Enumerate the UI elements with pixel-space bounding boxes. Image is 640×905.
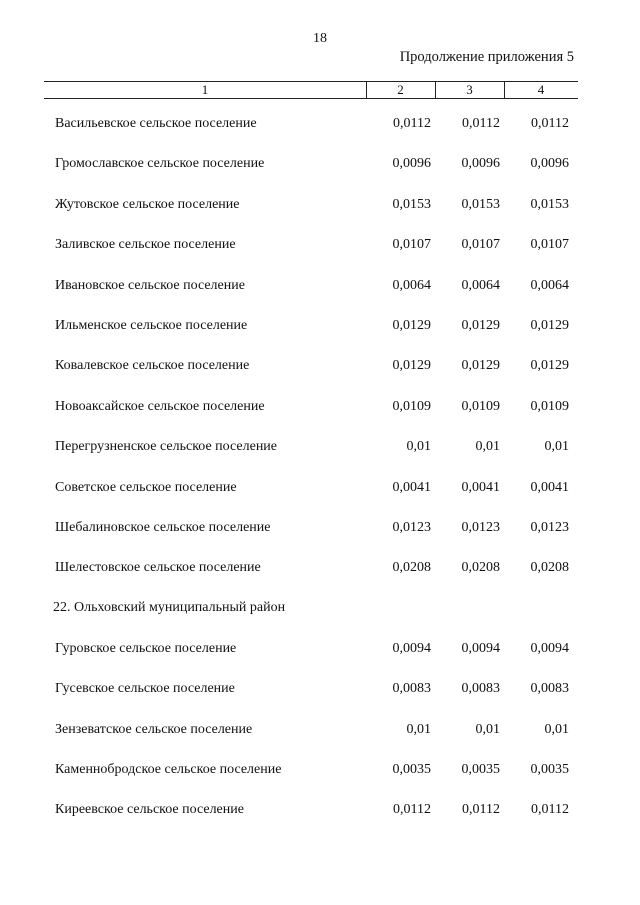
row-value-col2: 0,0109 — [392, 399, 431, 414]
row-name: Громославское сельское поселение — [55, 156, 265, 171]
row-name: Ковалевское сельское поселение — [55, 358, 250, 373]
row-name: Шебалиновское сельское поселение — [55, 520, 271, 535]
row-value-col4: 0,0109 — [530, 399, 569, 414]
column-header-4: 4 — [537, 82, 545, 97]
row-value-col2: 0,0064 — [392, 278, 431, 293]
row-name: Ивановское сельское поселение — [55, 278, 245, 293]
row-value-col4: 0,0064 — [530, 278, 569, 293]
row-value-col4: 0,01 — [544, 439, 569, 454]
section-heading: 22. Ольховский муниципальный район — [53, 600, 286, 615]
row-value-col3: 0,0153 — [461, 197, 500, 212]
table-row — [0, 802, 640, 822]
column-header-1: 1 — [201, 82, 209, 97]
row-value-col3: 0,0096 — [461, 156, 500, 171]
row-value-col4: 0,0129 — [530, 318, 569, 333]
row-value-col2: 0,0035 — [392, 762, 431, 777]
row-value-col2: 0,0153 — [392, 197, 431, 212]
row-value-col2: 0,01 — [406, 439, 431, 454]
table-row — [0, 358, 640, 378]
row-name: Ильменское сельское поселение — [55, 318, 248, 333]
row-value-col2: 0,0083 — [392, 681, 431, 696]
table-row — [0, 439, 640, 459]
table-row — [0, 722, 640, 742]
table-row — [0, 560, 640, 580]
row-value-col2: 0,0123 — [392, 520, 431, 535]
table-row — [0, 278, 640, 298]
row-value-col3: 0,01 — [475, 722, 500, 737]
row-name: Заливское сельское поселение — [55, 237, 236, 252]
row-value-col4: 0,0035 — [530, 762, 569, 777]
table-row — [0, 641, 640, 661]
row-value-col4: 0,01 — [544, 722, 569, 737]
row-value-col4: 0,0129 — [530, 358, 569, 373]
row-value-col3: 0,01 — [475, 439, 500, 454]
row-value-col3: 0,0094 — [461, 641, 500, 656]
row-value-col2: 0,0112 — [393, 802, 431, 817]
row-value-col2: 0,0041 — [392, 480, 431, 495]
table-row — [0, 116, 640, 136]
row-value-col3: 0,0208 — [461, 560, 500, 575]
row-name: Зензеватское сельское поселение — [55, 722, 253, 737]
row-name: Гуровское сельское поселение — [55, 641, 237, 656]
row-value-col3: 0,0112 — [462, 802, 500, 817]
row-value-col4: 0,0123 — [530, 520, 569, 535]
row-value-col3: 0,0107 — [461, 237, 500, 252]
row-value-col3: 0,0083 — [461, 681, 500, 696]
header-bottom-rule — [44, 98, 578, 99]
row-value-col2: 0,01 — [406, 722, 431, 737]
row-name: Гусевское сельское поселение — [55, 681, 235, 696]
row-name: Шелестовское сельское поселение — [55, 560, 261, 575]
row-value-col4: 0,0112 — [531, 116, 569, 131]
row-name: Жутовское сельское поселение — [55, 197, 240, 212]
row-value-col4: 0,0107 — [530, 237, 569, 252]
row-value-col3: 0,0035 — [461, 762, 500, 777]
table-row — [0, 197, 640, 217]
row-value-col2: 0,0107 — [392, 237, 431, 252]
row-value-col3: 0,0129 — [461, 358, 500, 373]
row-value-col4: 0,0083 — [530, 681, 569, 696]
continuation-heading: Продолжение приложения 5 — [399, 49, 574, 65]
row-value-col4: 0,0208 — [530, 560, 569, 575]
row-value-col2: 0,0129 — [392, 318, 431, 333]
table-row — [0, 318, 640, 338]
column-header-2: 2 — [397, 82, 404, 97]
column-header-3: 3 — [466, 82, 473, 97]
row-value-col4: 0,0153 — [530, 197, 569, 212]
row-value-col3: 0,0112 — [462, 116, 500, 131]
row-value-col3: 0,0123 — [461, 520, 500, 535]
row-value-col2: 0,0112 — [393, 116, 431, 131]
page-number: 18 — [313, 31, 327, 46]
row-name: Васильевское сельское поселение — [55, 116, 257, 131]
row-name: Советское сельское поселение — [55, 480, 237, 495]
row-value-col3: 0,0064 — [461, 278, 500, 293]
row-value-col3: 0,0109 — [461, 399, 500, 414]
row-value-col3: 0,0129 — [461, 318, 500, 333]
row-value-col4: 0,0096 — [530, 156, 569, 171]
row-value-col4: 0,0041 — [530, 480, 569, 495]
section-heading-row — [0, 600, 640, 620]
table-row — [0, 237, 640, 257]
row-value-col2: 0,0208 — [392, 560, 431, 575]
row-value-col4: 0,0112 — [531, 802, 569, 817]
row-value-col2: 0,0094 — [392, 641, 431, 656]
table-row — [0, 480, 640, 500]
table-row — [0, 681, 640, 701]
table-row — [0, 399, 640, 419]
table-row — [0, 520, 640, 540]
row-value-col2: 0,0129 — [392, 358, 431, 373]
row-value-col2: 0,0096 — [392, 156, 431, 171]
row-name: Киреевское сельское поселение — [55, 802, 244, 817]
table-row — [0, 156, 640, 176]
row-name: Новоаксайское сельское поселение — [55, 399, 265, 414]
row-value-col4: 0,0094 — [530, 641, 569, 656]
row-value-col3: 0,0041 — [461, 480, 500, 495]
row-name: Перегрузненское сельское поселение — [55, 439, 278, 454]
row-name: Каменнобродское сельское поселение — [55, 762, 282, 777]
table-row — [0, 762, 640, 782]
